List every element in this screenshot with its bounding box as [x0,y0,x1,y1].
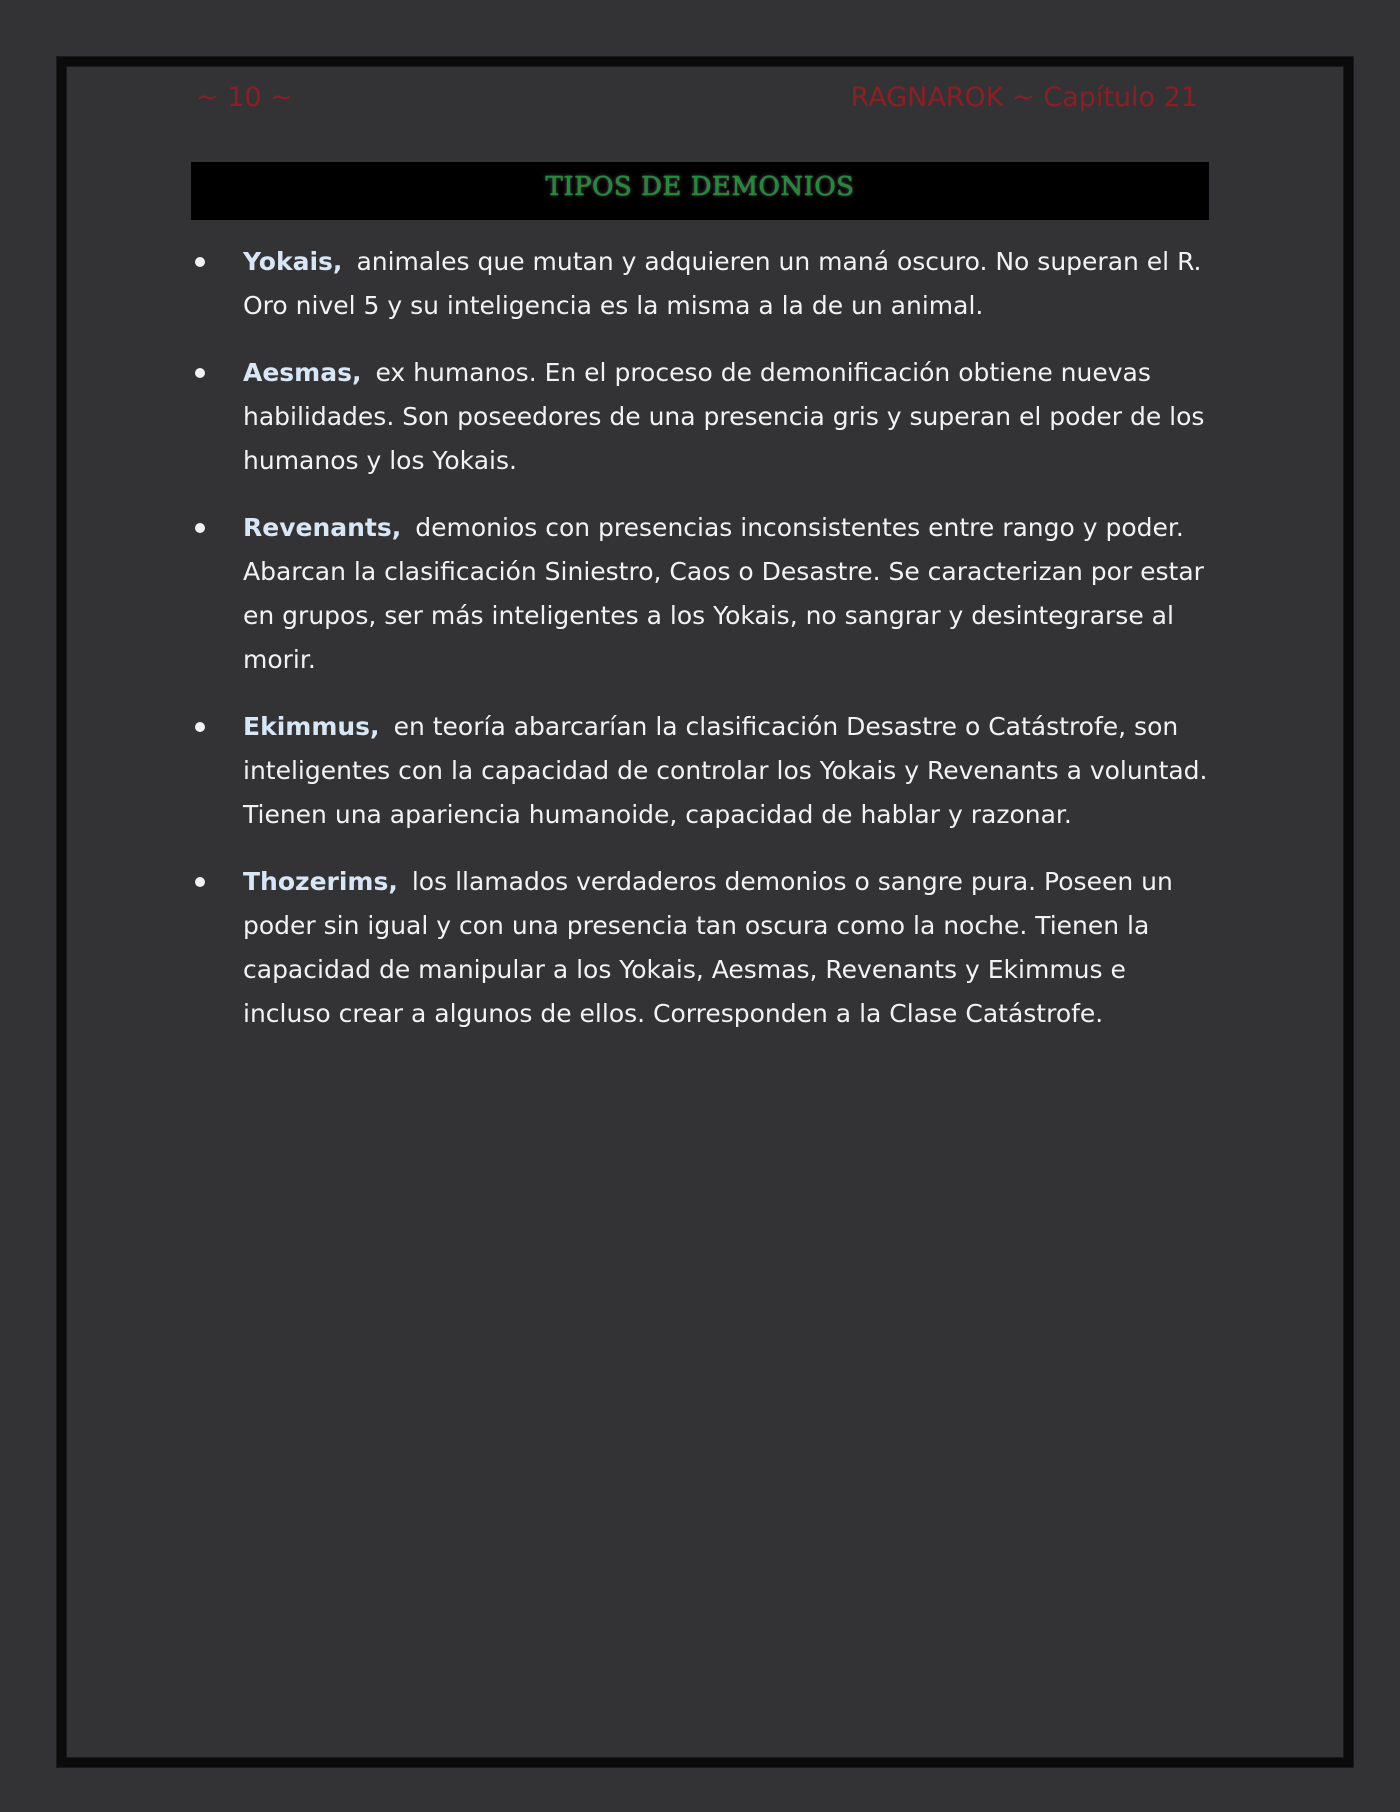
item-text: en teoría abarcarían la clasificación Desastre o Catástrofe, son inteligentes con la capacidad de controlar los Yokais y Revenants a voluntad. Tienen una apariencia humanoide, capacidad de hablar y razonar. [243,712,1208,829]
item-term: Aesmas, [243,358,362,387]
page-number: ~ 10 ~ [196,82,293,113]
item-text: ex humanos. En el proceso de demonificación obtiene nuevas habilidades. Son poseedores de una presencia gris y superan el poder de los humanos y los Yokais. [243,358,1205,475]
list-item-yokais [191,240,1211,328]
bullet-icon [195,368,205,378]
bullet-icon [195,877,205,887]
item-text: animales que mutan y adquieren un maná oscuro. No superan el R. Oro nivel 5 y su inteligencia es la misma a la de un animal. [243,247,1202,320]
section-title: TIPOS DE DEMONIOS [545,172,855,202]
item-term: Thozerims, [243,867,398,896]
bullet-icon [195,257,205,267]
running-title: RAGNAROK ~ Capítulo 21 [850,82,1198,113]
list-item-ekimmus [191,705,1211,837]
section-title-bar [191,162,1209,220]
list-item-revenants [191,506,1211,682]
list-item-aesmas [191,351,1211,483]
demon-types-list [191,240,1211,1059]
item-term: Revenants, [243,513,402,542]
bullet-icon [195,523,205,533]
list-item-thozerims [191,860,1211,1036]
item-term: Yokais, [243,247,343,276]
item-text: los llamados verdaderos demonios o sangre pura. Poseen un poder sin igual y con una presencia tan oscura como la noche. Tienen la capacidad de manipular a los Yokais, Aesmas, Revenants y Ekimmus e incluso crear a algunos de ellos. Corresponden a la Clase Catástrofe. [243,867,1173,1028]
item-text: demonios con presencias inconsistentes entre rango y poder. Abarcan la clasificación Siniestro, Caos o Desastre. Se caracterizan por estar en grupos, ser más inteligentes a los Yokais, no sangrar y desintegrarse al morir. [243,513,1204,674]
item-term: Ekimmus, [243,712,380,741]
bullet-icon [195,722,205,732]
